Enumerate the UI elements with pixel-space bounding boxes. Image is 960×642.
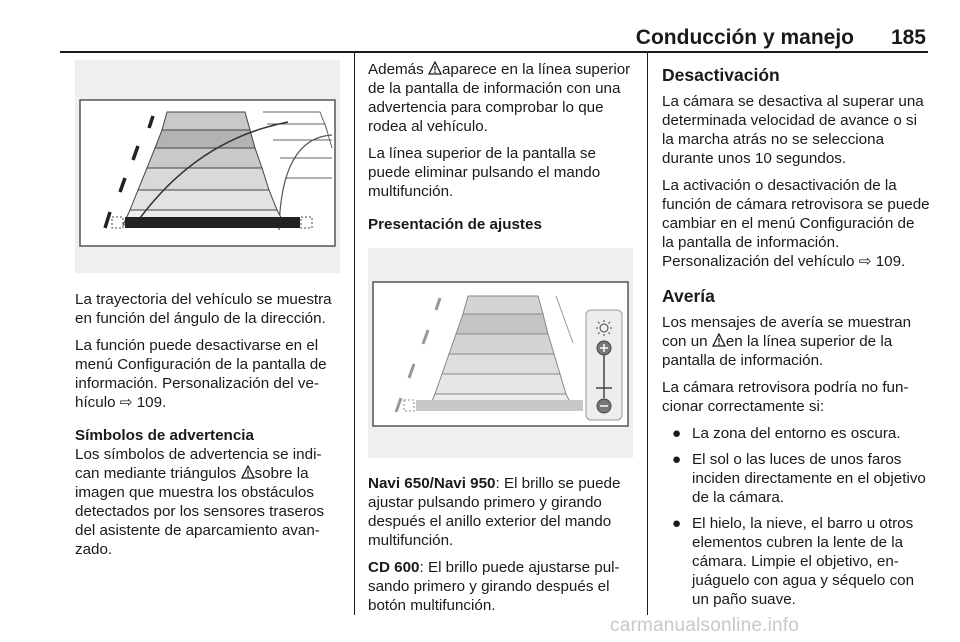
settings-heading: Presentación de ajustes: [368, 216, 542, 233]
warning-triangle-icon: [241, 465, 255, 479]
warning-triangle-icon: [712, 333, 726, 347]
deactivation-text: La cámara se desactiva al superar una determinada velocidad de avance o si la marcha atrás no se selecciona durante unos 10 segundos.: [662, 93, 924, 167]
page-header: [60, 26, 928, 52]
chapter-title: Conducción y manejo: [635, 26, 854, 49]
warning-symbols-text: Los símbolos de advertencia se indican mediante triángulos sobre la imagen que muestra los obstáculos detectados por los sensores traseros del asistente de aparcamiento avanzado.: [75, 446, 325, 558]
deactivation-heading: Desactivación: [662, 65, 780, 85]
trajectory-text: La trayectoria del vehículo se muestra en función del ángulo de la dirección.: [75, 291, 332, 327]
column-3: [662, 60, 930, 616]
page-ref-icon: ⇨: [858, 253, 872, 270]
brightness-settings-illustration: [368, 248, 633, 458]
activation-menu-text: La activación o desactivación de la función de cámara retrovisora se puede cambiar en el menú Configuración de la pantalla de información. Personalización del vehículo ⇨ 109.: [662, 177, 930, 270]
warning-symbols-heading: Símbolos de advertencia: [75, 427, 254, 444]
navi-brightness-text: Navi 650/Navi 950: El brillo se puede ajustar pulsando primero y girando después el anillo exterior del mando multifunción.: [368, 475, 621, 549]
brightness-settings-figure: [368, 248, 633, 458]
page-ref-icon: ⇨: [119, 394, 133, 411]
column-2: [368, 60, 633, 623]
navi-model-label: Navi 650/Navi 950: [368, 475, 496, 492]
column-divider-2: [647, 53, 648, 615]
bullet-icon: ●: [672, 451, 682, 468]
cd600-brightness-text: CD 600: El brillo puede ajustarse pulsando primero y girando después el botón multifunción.: [368, 559, 620, 614]
list-item: ● El sol o las luces de unos faros inciden directamente en el objetivo de la cámara.: [672, 451, 926, 506]
page-ref-link[interactable]: 109.: [875, 253, 906, 270]
fault-heading: Avería: [662, 286, 715, 306]
column-1: [75, 60, 340, 567]
deactivation-menu-text: La función puede desactivarse en el menú Configuración de la pantalla de información. Personalización del vehículo ⇨ 109.: [75, 337, 327, 411]
page-number: 185: [890, 26, 926, 49]
camera-guidelines-illustration: [75, 60, 340, 273]
bullet-icon: ●: [672, 515, 682, 532]
column-divider-1: [354, 53, 355, 615]
malfunction-intro-text: La cámara retrovisora podría no funcionar correctamente si:: [662, 379, 909, 415]
malfunction-list: [662, 424, 930, 609]
list-item: ● El hielo, la nieve, el barro u otros elementos cubren la lente de la cámara. Limpie el objetivo, enjuáguelo con agua y séquelo con un paño suave.: [672, 515, 915, 608]
camera-guidelines-figure: [75, 60, 340, 273]
header-rule: [60, 51, 928, 53]
cd600-model-label: CD 600: [368, 559, 420, 576]
info-display-warning-text: Además aparece en la línea superior de la pantalla de información con una advertencia para comprobar lo que rodea al vehículo.: [368, 61, 631, 135]
watermark: carmanualsonline.info: [610, 615, 800, 636]
warning-triangle-icon: [428, 61, 442, 75]
top-line-text: La línea superior de la pantalla se puede eliminar pulsando el mando multifunción.: [368, 145, 601, 200]
page-ref-link[interactable]: 109.: [136, 394, 167, 411]
fault-message-text: Los mensajes de avería se muestran con un en la línea superior de la pantalla de información.: [662, 314, 912, 369]
bullet-icon: ●: [672, 425, 682, 442]
list-item: ● La zona del entorno es oscura.: [672, 425, 901, 442]
